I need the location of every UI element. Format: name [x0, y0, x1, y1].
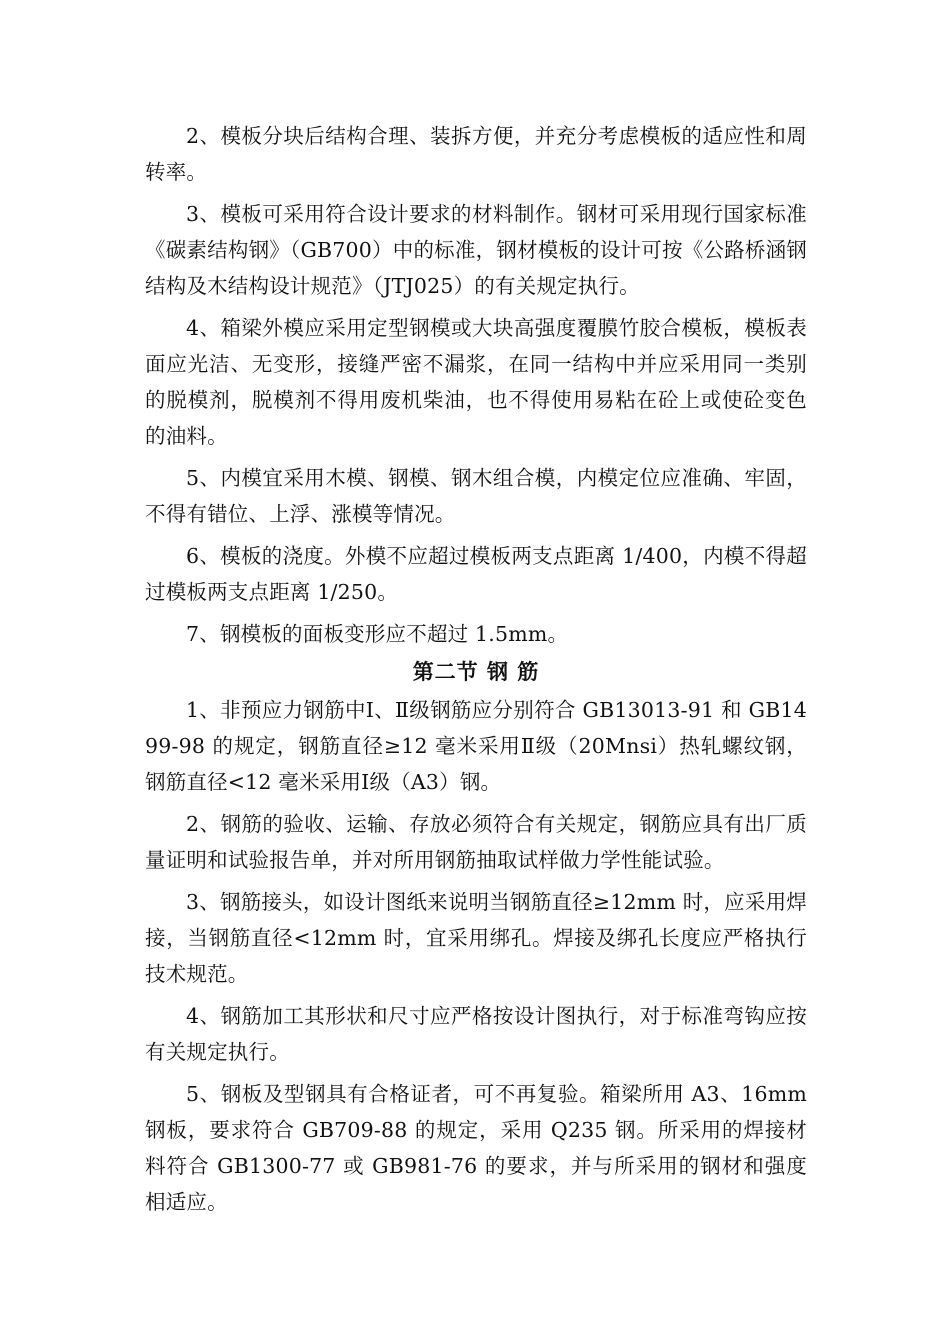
paragraph-formwork-4: 4、箱梁外模应采用定型钢模或大块高强度覆膜竹胶合模板，模板表面应光洁、无变形，接缝严密不漏浆，在同一结构中并应采用同一类别的脱模剂，脱模剂不得用废机柴油，也不得使用易粘在砼上或使砼变色的油料。	[145, 316, 807, 448]
paragraph-formwork-6: 6、模板的浇度。外模不应超过模板两支点距离 1/400，内模不得超过模板两支点距离 1/250。	[145, 544, 807, 604]
paragraph-formwork-2: 2、模板分块后结构合理、装拆方便，并充分考虑模板的适应性和周转率。	[145, 124, 807, 184]
document-page	[145, 118, 807, 1220]
paragraph-rebar-1: 1、非预应力钢筋中Ⅰ、Ⅱ级钢筋应分别符合 GB13013-91 和 GB1499-98 的规定，钢筋直径≥12 毫米采用Ⅱ级（20Mnsi）热轧螺纹钢，钢筋直径<12 毫米采用Ⅰ级（A3）钢。	[145, 698, 807, 794]
section-heading-rebar: 第二节 钢 筋	[412, 659, 540, 684]
paragraph-rebar-3: 3、钢筋接头，如设计图纸来说明当钢筋直径≥12mm 时，应采用焊接，当钢筋直径<12mm 时，宜采用绑孔。焊接及绑孔长度应严格执行技术规范。	[145, 890, 807, 986]
paragraph-rebar-2: 2、钢筋的验收、运输、存放必须符合有关规定，钢筋应具有出厂质量证明和试验报告单，并对所用钢筋抽取试样做力学性能试验。	[145, 812, 807, 872]
paragraph-rebar-5: 5、钢板及型钢具有合格证者，可不再复验。箱梁所用 A3、16mm 钢板，要求符合 GB709-88 的规定，采用 Q235 钢。所采用的焊接材料符合 GB1300-77 或 GB981-76 的要求，并与所采用的钢材和强度相适应。	[145, 1082, 807, 1214]
paragraph-formwork-3: 3、模板可采用符合设计要求的材料制作。钢材可采用现行国家标准《碳素结构钢》（GB700）中的标准，钢材模板的设计可按《公路桥涵钢结构及木结构设计规范》（JTJ025）的有关规定执行。	[145, 202, 807, 298]
paragraph-rebar-4: 4、钢筋加工其形状和尺寸应严格按设计图执行，对于标准弯钩应按有关规定执行。	[145, 1004, 807, 1064]
paragraph-formwork-7: 7、钢模板的面板变形应不超过 1.5mm。	[186, 622, 569, 646]
paragraph-formwork-5: 5、内模宜采用木模、钢模、钢木组合模，内模定位应准确、牢固，不得有错位、上浮、涨模等情况。	[145, 466, 807, 526]
